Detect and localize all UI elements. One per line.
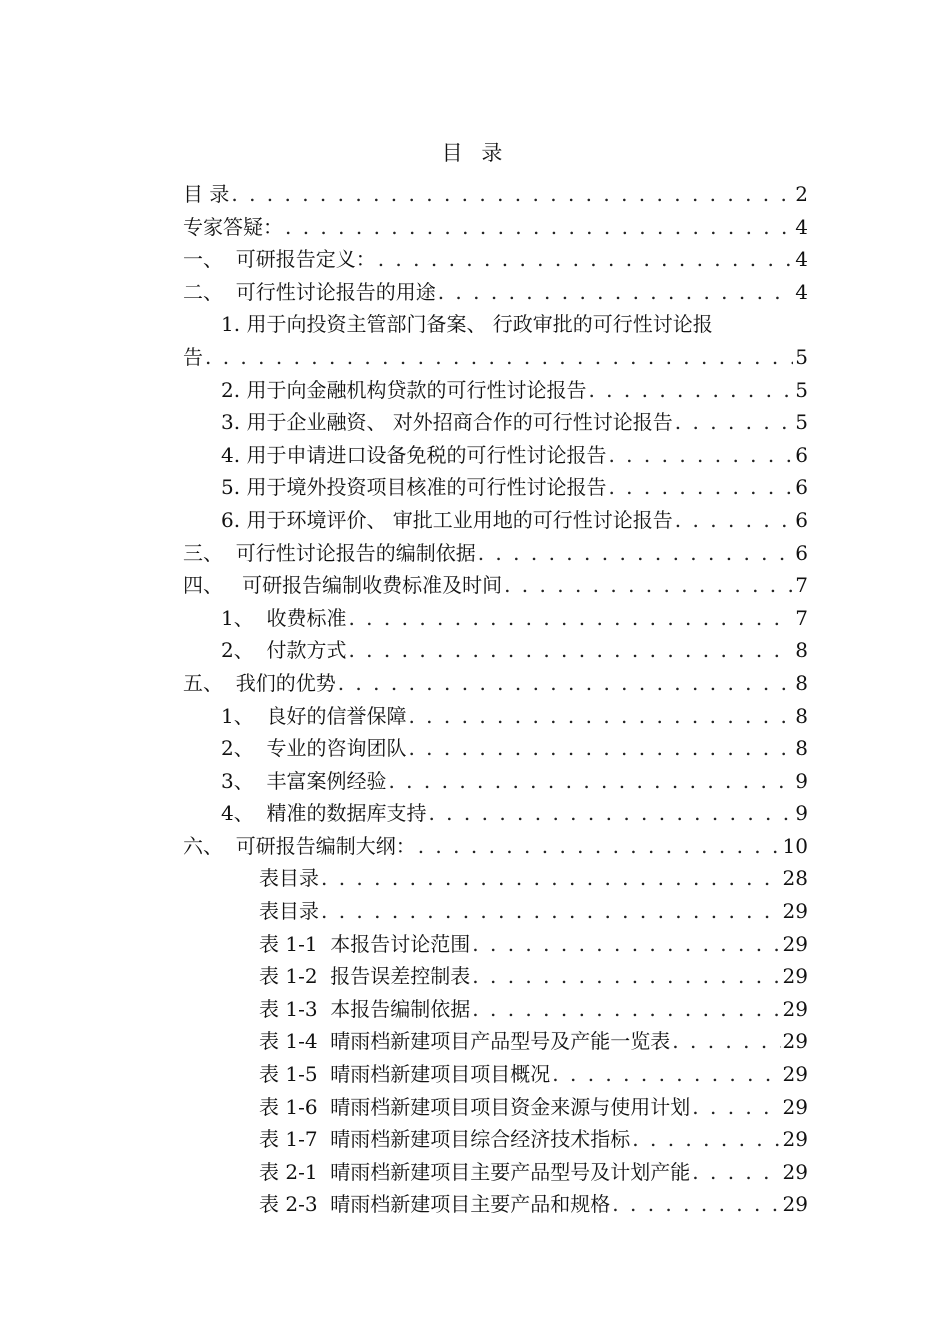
toc-leader-dots [675,504,793,537]
toc-entry-label: 表 1-6 晴雨档新建项目项目资金来源与使用计划 [259,1094,691,1119]
toc-entry-label: 表 2-1 晴雨档新建项目主要产品型号及计划产能 [259,1159,691,1184]
toc-page-number: 4 [795,214,808,239]
toc-leader-dots [472,928,780,961]
toc-page-number: 8 [795,670,808,695]
toc-entry-label: 表 1-7 晴雨档新建项目综合经济技术指标 [259,1127,631,1152]
toc-leader-dots [205,341,793,374]
toc-entry[interactable] [183,178,808,211]
toc-leader-dots [472,993,780,1026]
toc-leader-dots [321,895,781,928]
toc-page-number: 9 [795,801,808,826]
toc-page-number: 6 [795,442,808,467]
toc-entry[interactable] [183,895,808,928]
toc-page-number: 29 [782,1094,808,1119]
toc-entry-label: 4、 精准的数据库支持 [221,801,427,826]
toc-entry[interactable] [183,537,808,570]
toc-entry-label: 表 1-5 晴雨档新建项目项目概况 [259,1062,551,1087]
toc-page-number: 29 [782,1159,808,1184]
toc-entry-label: 表 1-4 晴雨档新建项目产品型号及产能一览表 [259,1029,671,1054]
toc-page-number: 6 [795,475,808,500]
toc-leader-dots [428,797,793,830]
toc-page-number: 8 [795,736,808,761]
toc-entry-label: 二、 可行性讨论报告的用途 [183,279,436,304]
toc-leader-dots [504,569,793,602]
toc-page-number: 8 [795,703,808,728]
toc-entry[interactable] [183,406,808,439]
toc-entry-label: 3. 用于企业融资、 对外招商合作的可行性讨论报告 [221,410,673,435]
toc-entry-label: 3、 丰富案例经验 [221,768,387,793]
toc-entry-label: 一、 可研报告定义： [183,247,376,272]
toc-leader-dots [692,1156,780,1189]
toc-entry[interactable] [183,374,808,407]
toc-page-number: 9 [795,768,808,793]
toc-leader-dots [348,602,793,635]
toc-leader-dots [231,178,793,211]
toc-entry[interactable] [183,765,808,798]
toc-page-number: 29 [782,996,808,1021]
toc-page-number: 29 [782,1062,808,1087]
toc-entry[interactable] [183,243,808,276]
toc-entry-label: 四、 可研报告编制收费标准及时间 [183,573,503,598]
toc-entry[interactable] [183,993,808,1026]
toc-entry-label: 1. 用于向投资主管部门备案、 行政审批的可行性讨论报 [221,312,713,337]
toc-entry-label: 表 1-2 报告误差控制表 [259,964,471,989]
toc-entry[interactable] [183,1188,808,1221]
toc-leader-dots [408,732,793,765]
toc-entry[interactable] [183,569,808,602]
toc-entry-label: 六、 可研报告编制大纲： [183,833,416,858]
toc-entry-label: 2. 用于向金融机构贷款的可行性讨论报告 [221,377,587,402]
toc-entry-label: 6. 用于环境评价、 审批工业用地的可行性讨论报告 [221,507,673,532]
toc-entry[interactable] [183,732,808,765]
toc-entry-label: 三、 可行性讨论报告的编制依据 [183,540,476,565]
toc-leader-dots [418,830,781,863]
toc-leader-dots [338,667,794,700]
toc-entry[interactable] [183,1123,808,1156]
toc-leader-dots [388,765,793,798]
toc-page-number: 4 [795,247,808,272]
toc-page-number: 4 [795,279,808,304]
toc-page-number: 7 [795,573,808,598]
toc-entry-label: 2、 付款方式 [221,638,347,663]
toc-leader-dots [478,537,794,570]
toc-page-number: 28 [782,866,808,891]
toc-page-number: 6 [795,540,808,565]
toc-entry[interactable] [183,830,808,863]
toc-entry-label: 表 1-1 本报告讨论范围 [259,931,471,956]
toc-page-number: 5 [795,410,808,435]
toc-heading: 目 录 [441,141,509,165]
toc-entry-label: 告 [183,344,203,369]
toc-page-number: 29 [782,1127,808,1152]
toc-leader-dots [672,1025,780,1058]
toc-entry[interactable] [183,1091,808,1124]
toc-entry[interactable] [183,439,808,472]
toc-entry[interactable] [183,341,808,374]
toc-page-number: 5 [795,377,808,402]
toc-entry-label: 表 1-3 本报告编制依据 [259,996,471,1021]
toc-entry[interactable] [183,862,808,895]
toc-entry-label: 5. 用于境外投资项目核准的可行性讨论报告 [221,475,607,500]
toc-entry[interactable] [183,1025,808,1058]
toc-entry[interactable] [183,504,808,537]
toc-leader-dots [675,406,793,439]
toc-entry[interactable] [183,308,808,341]
toc-entry-label: 表目录 [259,899,319,924]
toc-entry-label: 五、 我们的优势 [183,670,336,695]
toc-entry-label: 1、 收费标准 [221,605,347,630]
toc-page-number: 7 [795,605,808,630]
toc-leader-dots [692,1091,780,1124]
toc-leader-dots [608,471,793,504]
toc-leader-dots [472,960,780,993]
toc-leader-dots [608,439,793,472]
toc-entry[interactable] [183,928,808,961]
toc-leader-dots [552,1058,780,1091]
toc-page-number: 5 [795,344,808,369]
toc-page-number: 29 [782,931,808,956]
toc-entry[interactable] [183,471,808,504]
toc-entry[interactable] [183,1058,808,1091]
toc-entry[interactable] [183,700,808,733]
toc-entry-label: 2、 专业的咨询团队 [221,736,407,761]
toc-leader-dots [378,243,794,276]
toc-page-number: 29 [782,1029,808,1054]
toc-page-number: 8 [795,638,808,663]
toc-leader-dots [588,374,793,407]
toc-page-number: 29 [782,964,808,989]
toc-leader-dots [285,211,793,244]
toc-leader-dots [632,1123,780,1156]
toc-entry[interactable] [183,960,808,993]
toc-entry-label: 目 录 [183,182,230,206]
toc-entry[interactable] [183,276,808,309]
table-of-contents [183,178,808,1221]
toc-entry-label: 4. 用于申请进口设备免税的可行性讨论报告 [221,442,607,467]
toc-leader-dots [612,1188,780,1221]
toc-entry[interactable] [183,634,808,667]
toc-entry-label: 表目录 [259,866,319,891]
toc-entry[interactable] [183,602,808,635]
toc-entry[interactable] [183,667,808,700]
toc-leader-dots [321,862,781,895]
toc-leader-dots [438,276,794,309]
toc-entry[interactable] [183,211,808,244]
toc-entry-label: 1、 良好的信誉保障 [221,703,407,728]
toc-leader-dots [348,634,793,667]
toc-page-number: 29 [782,899,808,924]
toc-page-number: 10 [782,833,808,858]
toc-page-number: 29 [782,1192,808,1217]
toc-entry-label: 表 2-3 晴雨档新建项目主要产品和规格 [259,1192,611,1217]
toc-entry[interactable] [183,797,808,830]
toc-leader-dots [408,700,793,733]
toc-entry-label: 专家答疑： [183,214,283,239]
toc-entry[interactable] [183,1156,808,1189]
toc-page-number: 6 [795,507,808,532]
toc-page-number: 2 [795,182,808,206]
